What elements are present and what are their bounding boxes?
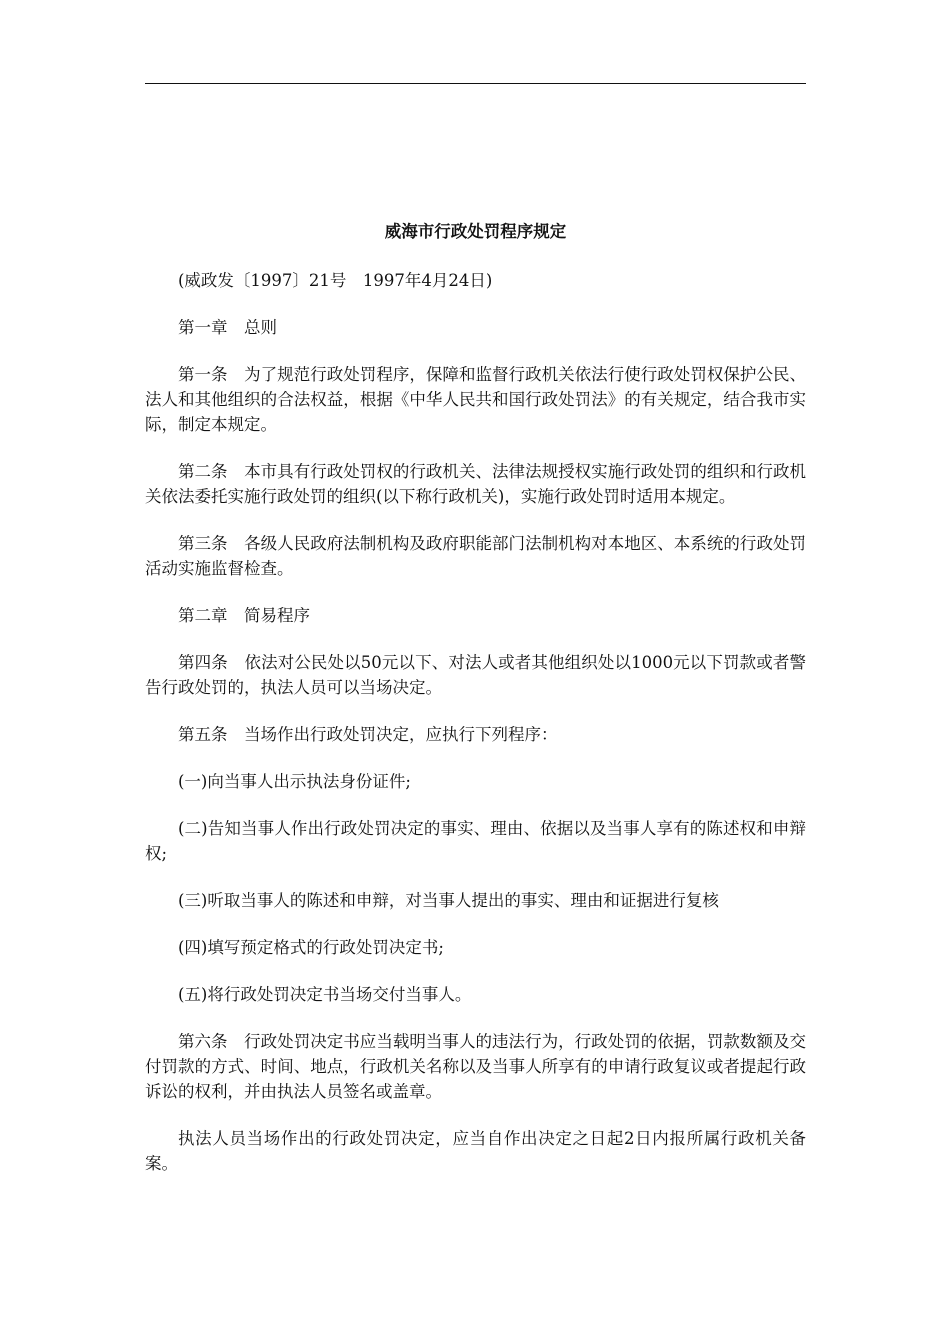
- list-item: (一)向当事人出示执法身份证件;: [178, 772, 411, 791]
- list-item: (二)告知当事人作出行政处罚决定的事实、理由、依据以及当事人享有的陈述权和申辩权;: [145, 819, 806, 863]
- article-paragraph: 第五条 当场作出行政处罚决定，应执行下列程序：: [178, 725, 558, 744]
- chapter-heading: 第一章 总则: [178, 318, 277, 337]
- article-paragraph: 第一条 为了规范行政处罚程序，保障和监督行政机关依法行使行政处罚权保护公民、法人和其他组织的合法权益，根据《中华人民共和国行政处罚法》的有关规定，结合我市实际，制定本规定。: [145, 365, 806, 434]
- article-paragraph: 第二条 本市具有行政处罚权的行政机关、法律法规授权实施行政处罚的组织和行政机关依法委托实施行政处罚的组织(以下称行政机关)，实施行政处罚时适用本规定。: [145, 462, 806, 506]
- article-paragraph: 第六条 行政处罚决定书应当载明当事人的违法行为，行政处罚的依据，罚款数额及交付罚款的方式、时间、地点，行政机关名称以及当事人所享有的申请行政复议或者提起行政诉讼的权利，并由执法人员签名或盖章。: [145, 1032, 806, 1101]
- document-body: [145, 219, 806, 1198]
- chapter-heading: 第二章 简易程序: [178, 606, 310, 625]
- article-paragraph: 第四条 依法对公民处以50元以下、对法人或者其他组织处以1000元以下罚款或者警告行政处罚的，执法人员可以当场决定。: [145, 653, 806, 697]
- document-title: 威海市行政处罚程序规定: [384, 222, 567, 241]
- document-reference: (威政发〔1997〕21号 1997年4月24日): [178, 271, 493, 290]
- article-paragraph: 执法人员当场作出的行政处罚决定，应当自作出决定之日起2日内报所属行政机关备案。: [145, 1129, 806, 1173]
- list-item: (五)将行政处罚决定书当场交付当事人。: [178, 985, 472, 1004]
- list-item: (四)填写预定格式的行政处罚决定书;: [178, 938, 444, 957]
- list-item: (三)听取当事人的陈述和申辩，对当事人提出的事实、理由和证据进行复核: [178, 891, 719, 910]
- header-rule: [145, 83, 806, 84]
- article-paragraph: 第三条 各级人民政府法制机构及政府职能部门法制机构对本地区、本系统的行政处罚活动实施监督检查。: [145, 534, 806, 578]
